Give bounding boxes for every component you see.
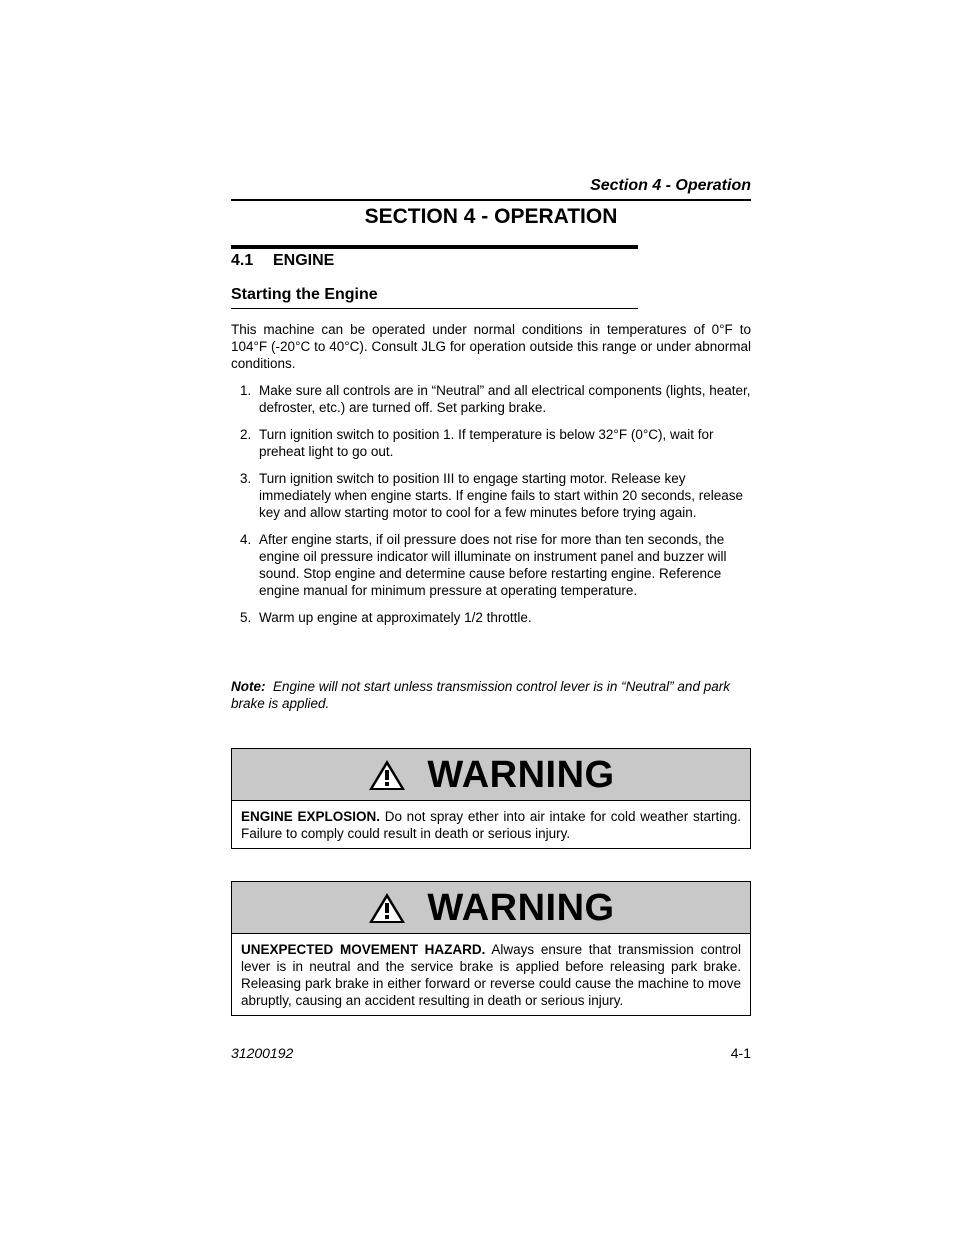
warning-triangle-icon <box>367 758 407 792</box>
step-text: Turn ignition switch to position 1. If temperature is below 32°F (0°C), wait for preheat light to go out. <box>259 427 714 459</box>
note <box>231 678 751 712</box>
warning-lead: ENGINE EXPLOSION. <box>241 809 380 824</box>
section-title: SECTION 4 - OPERATION <box>364 205 618 228</box>
note-text: Engine will not start unless transmission control lever is in “Neutral” and park brake is applied. <box>231 679 730 711</box>
warning-body: Always ensure that transmission control lever is in neutral and the service brake is applied before releasing park brake. Releasing park brake in either forward or reverse could cause the machine to move abruptly, causing an accident resulting in death or serious injury. <box>241 942 741 1008</box>
document-number: 31200192 <box>231 1045 294 1061</box>
warning-message <box>232 934 750 1015</box>
list-item <box>231 470 751 521</box>
list-item <box>231 426 751 460</box>
topic-heading: Starting the Engine <box>231 286 378 303</box>
topic-rule <box>231 308 638 309</box>
warning-body: Do not spray ether into air intake for cold weather starting. Failure to comply could result in death or serious injury. <box>241 809 741 841</box>
running-head: Section 4 - Operation <box>590 177 751 194</box>
step-text: Turn ignition switch to position III to engage starting motor. Release key immediately when engine starts. If engine fails to start within 20 seconds, release key and allow starting motor to cool for a few minutes before trying again. <box>259 471 744 520</box>
subsection-heading <box>231 251 334 271</box>
warning-label: WARNING <box>427 753 615 796</box>
section-title-rule <box>231 245 638 249</box>
step-number: 3. <box>240 471 252 486</box>
note-label: Note: <box>231 679 266 694</box>
warning-box-engine-explosion <box>231 748 751 849</box>
warning-label: WARNING <box>427 886 615 929</box>
warning-banner <box>232 882 750 934</box>
list-item <box>231 531 751 599</box>
warning-banner <box>232 749 750 801</box>
warning-message <box>232 801 750 848</box>
step-text: Make sure all controls are in “Neutral” and all electrical components (lights, heater, defroster, etc.) are turned off. Set parking brake. <box>259 383 751 415</box>
step-number: 1. <box>240 383 252 398</box>
step-number: 5. <box>240 610 252 625</box>
step-number: 2. <box>240 427 252 442</box>
warning-lead: UNEXPECTED MOVEMENT HAZARD. <box>241 942 486 957</box>
page-number: 4-1 <box>730 1045 751 1061</box>
step-text: After engine starts, if oil pressure does not rise for more than ten seconds, the engine oil pressure indicator will illuminate on instrument panel and buzzer will sound. Stop engine and determine cause before restarting engine. Reference engine manual for minimum pressure at operating temperature. <box>259 532 727 598</box>
subsection-number: 4.1 <box>231 252 254 269</box>
list-item <box>231 382 751 416</box>
warning-box-unexpected-movement <box>231 881 751 1016</box>
list-item <box>231 609 751 626</box>
intro-paragraph: This machine can be operated under normal conditions in temperatures of 0°F to 104°F (-20°C to 40°C). Consult JLG for operation outside this range or under abnormal conditions. <box>231 322 751 371</box>
step-text: Warm up engine at approximately 1/2 throttle. <box>259 610 532 625</box>
warning-triangle-icon <box>367 891 407 925</box>
step-number: 4. <box>240 532 252 547</box>
header-rule <box>231 199 751 201</box>
steps-list <box>231 382 751 636</box>
subsection-title: ENGINE <box>273 252 335 269</box>
